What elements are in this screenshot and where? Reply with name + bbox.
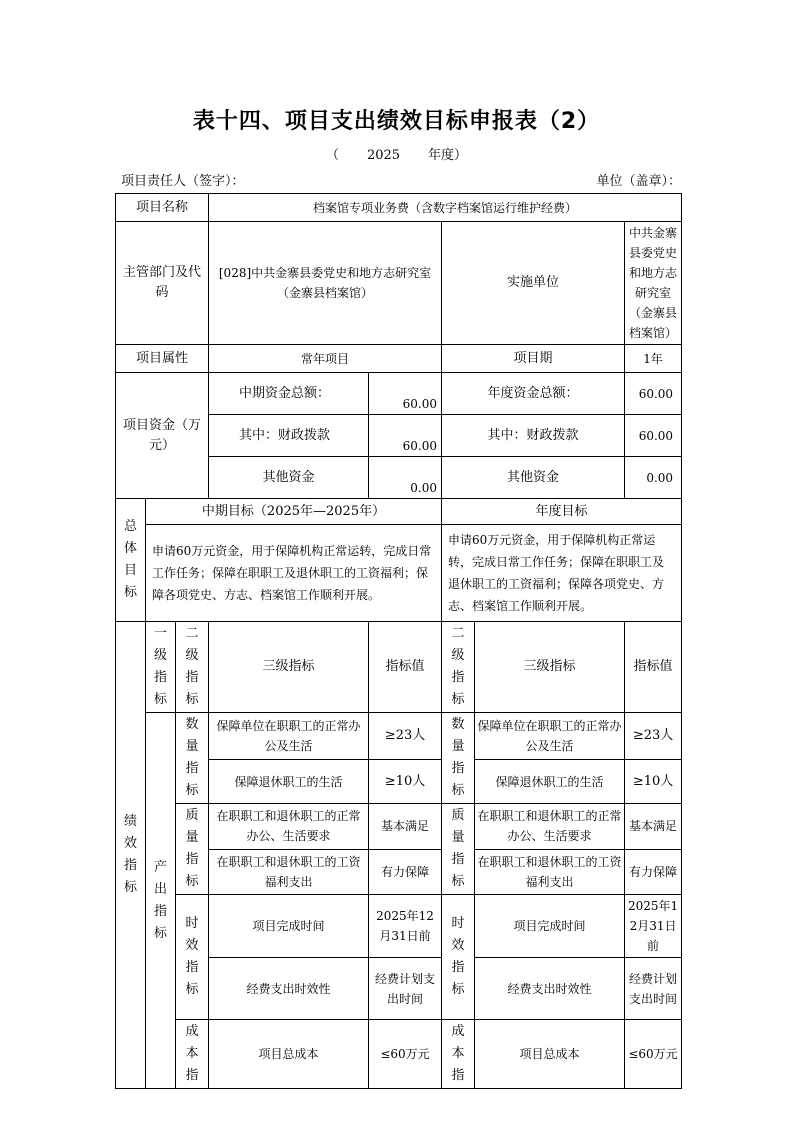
ql2-mid: 在职职工和退休职工的工资福利支出 (209, 849, 369, 895)
ql2-year-value: 有力保障 (625, 849, 682, 895)
level2-header-year: 二级指标 (451, 626, 465, 707)
year-goal-text: 申请60万元资金，用于保障机构正常运转，完成日常工作任务；保障在职职工及退休职工的工资福利；保障各项党史、方志、档案馆工作顺利开展。 (442, 525, 682, 622)
ql1-year: 在职职工和退休职工的正常办公、生活要求 (475, 804, 625, 850)
q2-mid-value: ≥10人 (369, 760, 442, 804)
t2-mid: 经费支出时效性 (209, 958, 369, 1020)
cost-label: 成本指 (185, 1024, 199, 1083)
dept-value: [028]中共金寨县委党史和地方志研究室（金寨县档案馆） (209, 222, 442, 345)
year-value: 2025 (366, 148, 401, 163)
level2-header: 二级指标 (185, 626, 199, 707)
mid-goal-header: 中期目标（2025年—2025年） (146, 499, 442, 525)
project-name-label: 项目名称 (116, 194, 209, 222)
project-name-value: 档案馆专项业务费（含数字档案馆运行维护经费） (209, 194, 682, 222)
c1-year-value: ≤60万元 (625, 1020, 682, 1089)
time-label-year: 时效指标 (451, 916, 465, 997)
impl-label: 实施单位 (442, 222, 625, 345)
level3-header-year: 三级指标 (475, 622, 625, 713)
year-line (0, 144, 793, 163)
quantity-label: 数量指标 (185, 717, 199, 798)
attr-label: 项目属性 (116, 345, 209, 373)
ql2-mid-value: 有力保障 (369, 849, 442, 895)
year-total-value: 60.00 (625, 373, 682, 415)
ql1-year-value: 基本满足 (625, 804, 682, 850)
q2-year-value: ≥10人 (625, 760, 682, 804)
level3-header: 三级指标 (209, 622, 369, 713)
t1-year-value: 2025年12月31日前 (625, 895, 682, 958)
time-label: 时效指标 (185, 916, 199, 997)
period-label: 项目期 (442, 345, 625, 373)
goals-label: 总体目标 (123, 519, 137, 600)
attr-value: 常年项目 (209, 345, 442, 373)
q2-mid: 保障退休职工的生活 (209, 760, 369, 804)
year-fiscal-value: 60.00 (625, 415, 682, 457)
cost-label-year: 成本指 (451, 1024, 465, 1083)
ql1-mid: 在职职工和退休职工的正常办公、生活要求 (209, 804, 369, 850)
value-header-year: 指标值 (625, 622, 682, 713)
t2-year-value: 经费计划支出时间 (625, 958, 682, 1020)
responsible-signature: 项目责任人（签字）： (121, 174, 245, 189)
t2-mid-value: 经费计划支出时间 (369, 958, 442, 1020)
mid-total-value: 60.00 (369, 373, 442, 415)
t1-year: 项目完成时间 (475, 895, 625, 958)
t1-mid: 项目完成时间 (209, 895, 369, 958)
impl-value: 中共金寨县委党史和地方志研究室（金寨县档案馆） (625, 222, 682, 345)
quality-label-year: 质量指标 (451, 808, 465, 889)
dept-label: 主管部门及代码 (116, 222, 209, 345)
period-value: 1年 (625, 345, 682, 373)
mid-fiscal-value: 60.00 (369, 415, 442, 457)
t2-year: 经费支出时效性 (475, 958, 625, 1020)
year-total-label: 年度资金总额： (442, 373, 625, 415)
value-header: 指标值 (369, 622, 442, 713)
performance-table (115, 193, 682, 1089)
q2-year: 保障退休职工的生活 (475, 760, 625, 804)
c1-year: 项目总成本 (475, 1020, 625, 1089)
q1-mid: 保障单位在职职工的正常办公及生活 (209, 713, 369, 760)
unit-seal: 单位（盖章）： (596, 174, 681, 189)
output-label: 产出指标 (153, 859, 167, 941)
year-other-label: 其他资金 (442, 457, 625, 499)
funds-label: 项目资金（万元） (116, 373, 209, 499)
indicators-label: 绩效指标 (123, 814, 137, 895)
page-title: 表十四、项目支出绩效目标申报表（2） (192, 109, 601, 134)
year-fiscal-label: 其中：财政拨款 (442, 415, 625, 457)
quality-label: 质量指标 (185, 808, 199, 889)
mid-goal-text: 申请60万元资金，用于保障机构正常运转，完成日常工作任务；保障在职职工及退休职工的工资福利；保障各项党史、方志、档案馆工作顺利开展。 (146, 525, 442, 622)
c1-mid: 项目总成本 (209, 1020, 369, 1089)
q1-mid-value: ≥23人 (369, 713, 442, 760)
c1-mid-value: ≤60万元 (369, 1020, 442, 1089)
mid-total-label: 中期资金总额： (209, 373, 369, 415)
q1-year-value: ≥23人 (625, 713, 682, 760)
mid-fiscal-label: 其中：财政拨款 (209, 415, 369, 457)
mid-other-value: 0.00 (369, 457, 442, 499)
q1-year: 保障单位在职职工的正常办公及生活 (475, 713, 625, 760)
year-other-value: 0.00 (625, 457, 682, 499)
year-goal-header: 年度目标 (442, 499, 682, 525)
mid-other-label: 其他资金 (209, 457, 369, 499)
t1-mid-value: 2025年12月31日前 (369, 895, 442, 958)
level1-header: 一级指标 (153, 626, 167, 707)
quantity-label-year: 数量指标 (451, 717, 465, 798)
ql2-year: 在职职工和退休职工的工资福利支出 (475, 849, 625, 895)
ql1-mid-value: 基本满足 (369, 804, 442, 850)
year-open: （ (325, 148, 339, 163)
year-unit: 年度） (428, 148, 468, 163)
